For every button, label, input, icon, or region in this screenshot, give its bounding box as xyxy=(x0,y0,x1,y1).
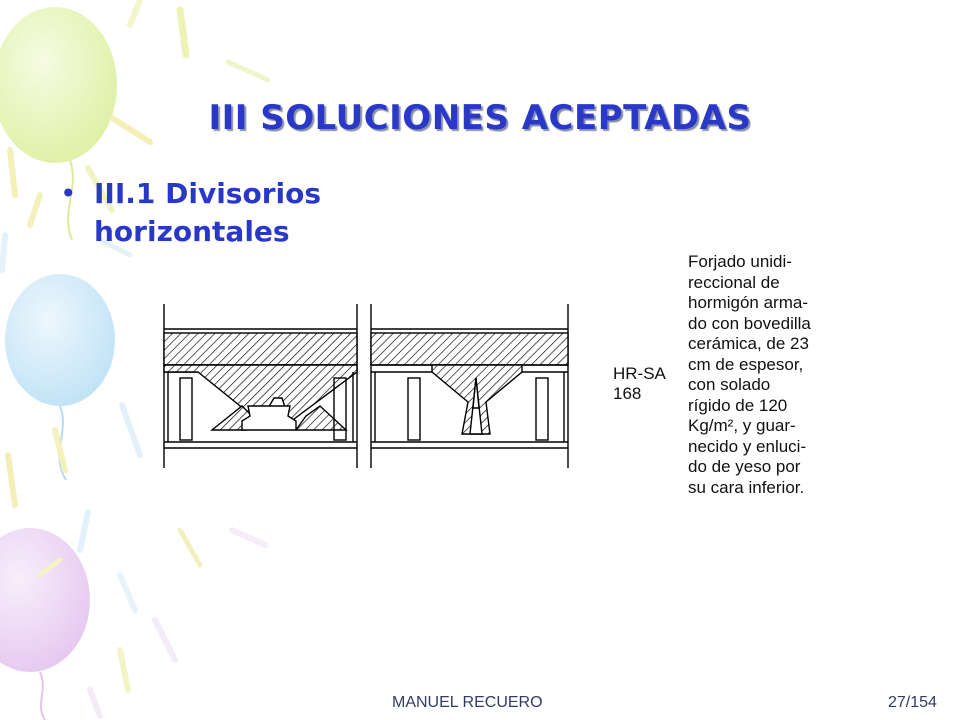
bullet-text-line1: III.1 Divisorios xyxy=(94,177,322,210)
slide-title: III SOLUCIONES ACEPTADAS xyxy=(208,98,752,138)
description-line: cm de espesor, xyxy=(688,354,804,374)
figure-description xyxy=(688,252,811,498)
description-line: reccional de xyxy=(688,272,780,292)
description-line: cerámica, de 23 xyxy=(688,334,809,353)
bullet-dot-icon: • xyxy=(60,177,77,210)
description-line: rígido de 120 xyxy=(688,395,788,415)
figure-code-line1: HR-SA xyxy=(613,364,666,383)
bullet-text xyxy=(94,175,474,251)
description-line: do de yeso por xyxy=(688,457,801,476)
description-line: Forjado unidi- xyxy=(688,252,792,271)
description-line: su cara inferior. xyxy=(688,477,805,497)
figure-code-line2: 168 xyxy=(613,384,642,403)
balloon-pink xyxy=(0,528,90,672)
figure-code xyxy=(613,364,666,404)
description-line: con solado xyxy=(688,375,771,394)
description-line: hormigón arma- xyxy=(688,293,808,312)
balloon-blue xyxy=(5,274,115,406)
floor-slab-section-diagram xyxy=(150,296,580,476)
description-line: do con bovedilla xyxy=(688,313,811,333)
description-line: Kg/m², y guar- xyxy=(688,416,796,435)
bullet-text-line2: horizontales xyxy=(94,215,290,248)
footer-page-number: 27/154 xyxy=(888,694,937,711)
footer-author: MANUEL RECUERO xyxy=(392,694,543,711)
balloon-green xyxy=(0,7,117,163)
bullet-item xyxy=(60,175,480,251)
description-line: necido y enluci- xyxy=(688,436,807,456)
